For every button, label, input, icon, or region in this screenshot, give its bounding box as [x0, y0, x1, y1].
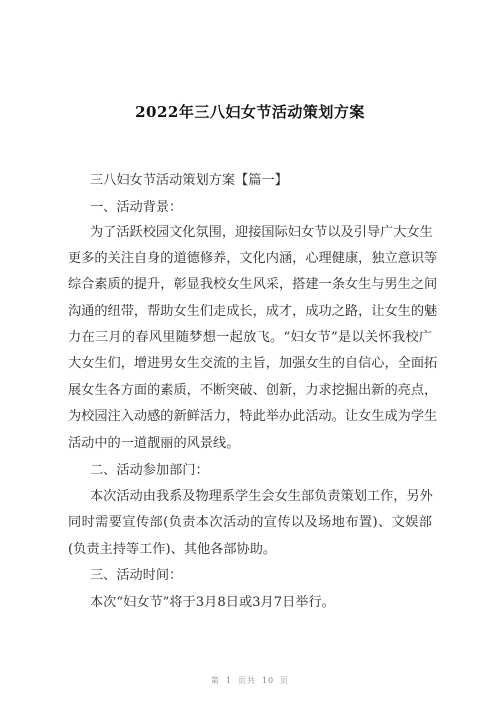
paragraph-line: 本次“妇女节”将于3月8日或3月7日举行。: [90, 595, 335, 610]
footer-prefix: 第: [210, 676, 220, 685]
footer-page-number: 1: [225, 676, 232, 685]
paragraph-line: 更多的关注自身的道德修养，文化内涵，心理健康，独立意识等: [68, 251, 438, 266]
heading-activity-time: 三、活动时间：: [90, 568, 183, 583]
paragraph-line: 综合素质的提升，彰显我校女生风采，搭建一条女生与男生之间: [68, 277, 438, 292]
section-heading-plan-one: 三八妇女节活动策划方案【篇一】: [90, 173, 288, 188]
paragraph-line: 为校园注入动感的新鲜活力，特此举办此活动。让女生成为学生: [68, 409, 438, 424]
paragraph-line: 沟通的纽带，帮助女生们走成长，成才，成功之路，让女生的魅: [68, 304, 438, 319]
document-title: 2022年三八妇女节活动策划方案: [135, 103, 365, 121]
paragraph-line: 为了活跃校园文化氛围，迎接国际妇女节以及引导广大女生: [90, 225, 433, 240]
page-footer: [0, 675, 500, 686]
footer-suffix: 页: [280, 676, 290, 685]
paragraph-line: 本次活动由我系及物理系学生会女生部负责策划工作，另外: [90, 489, 433, 504]
heading-activity-background: 一、活动背景：: [90, 200, 183, 215]
paragraph-line: 力在三月的春风里随梦想一起放飞。“妇女节”是以关怀我校广: [68, 330, 432, 345]
paragraph-line: 活动中的一道靓丽的风景线。: [68, 436, 240, 451]
footer-middle: 页共: [237, 676, 256, 685]
footer-total-pages: 10: [261, 676, 275, 685]
paragraph-line: 展女生各方面的素质，不断突破、创新，力求挖掘出新的亮点，: [68, 383, 438, 398]
heading-participating-departments: 二、活动参加部门：: [90, 463, 209, 478]
paragraph-line: 同时需要宣传部(负责本次活动的宣传以及场地布置)、文娱部: [68, 515, 432, 530]
paragraph-line: (负责主持等工作)、其他各部协助。: [68, 542, 277, 557]
paragraph-line: 大女生们，增进男女生交流的主旨，加强女生的自信心，全面拓: [68, 356, 438, 371]
